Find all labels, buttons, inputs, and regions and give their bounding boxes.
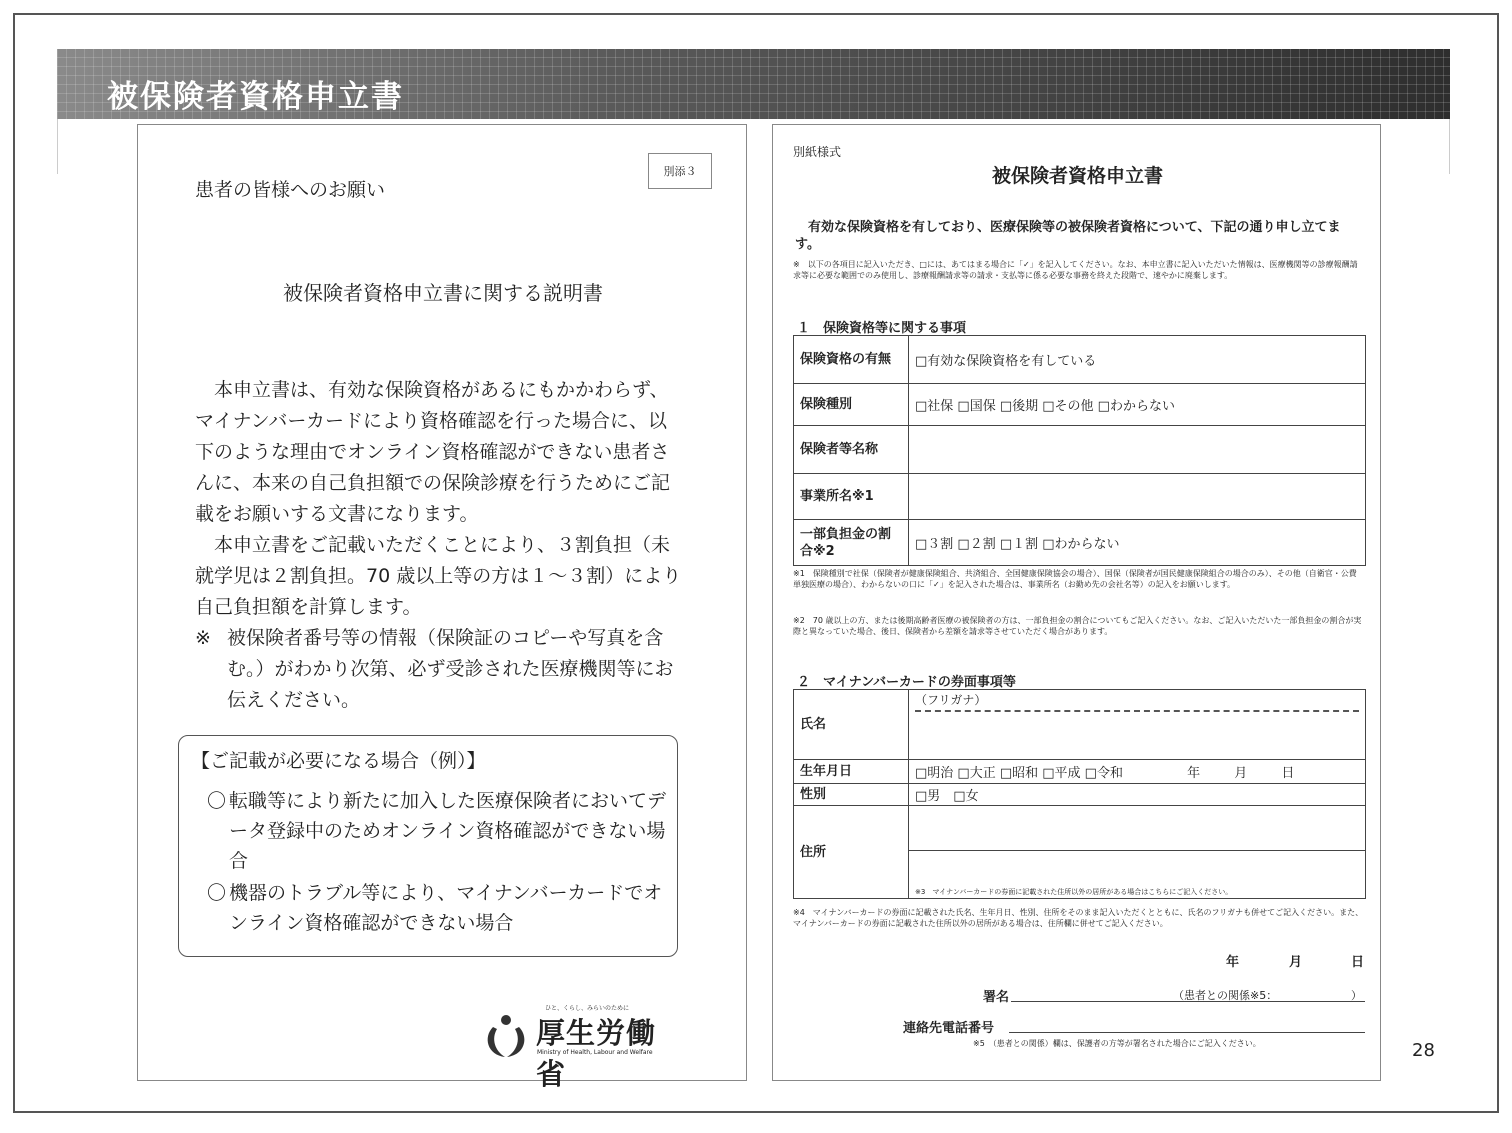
relation-close: ） [1351, 989, 1362, 1002]
signature-label: 署名 [983, 990, 1010, 1005]
case-item [207, 878, 677, 938]
insurance-type-options[interactable]: □社保 □国保 □後期 □その他 □わからない [909, 384, 1366, 426]
note-4: ※4 マイナンバーカードの券面に記載された氏名、生年月日、性別、住所をそのまま記入いただくとともに、氏名のフリガナも併せてご記入ください。また、マイナンバーカードの券面に記載された住所以外の居所がある場合は、住所欄に併せてご記入ください。 [793, 908, 1364, 928]
insurance-status-label: 保険資格の有無 [794, 336, 909, 384]
page-number: 28 [1412, 1040, 1435, 1061]
ministry-emblem-icon [481, 1011, 531, 1061]
application-form-page [772, 124, 1381, 1081]
sign-day: 日 [1351, 955, 1365, 970]
note-text: 被保険者番号等の情報（保険証のコピーや写真を含む。）がわかり次第、必ず受診された医療機関等にお伝えください。 [227, 627, 674, 711]
relation-label: （患者との関係※5： [1173, 989, 1278, 1002]
bullet-icon: 〇 [207, 790, 227, 812]
furigana-label: （フリガナ） [915, 693, 987, 707]
insurer-name-field[interactable] [909, 426, 1366, 474]
paragraph-2: 本申立書をご記載いただくことにより、３割負担（未就学児は２割負担。70 歳以上等の方は１～３割）により自己負担額を計算します。 [195, 534, 682, 618]
sign-year: 年 [1226, 955, 1240, 970]
copay-ratio-label: 一部負担金の割合※2 [794, 520, 909, 566]
mynumber-table [793, 689, 1366, 899]
explanation-page [137, 124, 747, 1091]
name-label: 氏名 [794, 690, 909, 760]
note-mark: ※ [195, 627, 211, 649]
note [195, 623, 685, 716]
dob-year: 年 [1187, 766, 1201, 781]
copay-ratio-options[interactable]: □３割 □２割 □１割 □わからない [909, 520, 1366, 566]
section-2-heading: ２ マイナンバーカードの券面事項等 [797, 675, 1016, 690]
sex-options[interactable]: □男 □女 [909, 784, 1366, 806]
workplace-label: 事業所名※1 [794, 474, 909, 520]
logo-tagline: ひと、くらし、みらいのために [545, 1005, 630, 1012]
ministry-logo [481, 1003, 681, 1091]
section-1-heading: １ 保険資格等に関する事項 [797, 321, 967, 336]
dob-field[interactable] [909, 760, 1366, 784]
address-note: ※3 マイナンバーカードの券面に記載された住所以外の居所がある場合はこちらにご記入ください。 [915, 888, 1233, 896]
insurance-type-label: 保険種別 [794, 384, 909, 426]
insurance-table [793, 335, 1366, 566]
case-text: 転職等により新たに加入した医療保険者においてデータ登録中のためオンライン資格確認ができない場合 [229, 790, 667, 872]
insurance-status-checkbox[interactable]: □有効な保険資格を有している [909, 336, 1366, 384]
note-5: ※5 （患者との関係）欄は、保護者の方等が署名された場合にご記入ください。 [973, 1039, 1261, 1048]
sign-month: 月 [1289, 955, 1303, 970]
furigana-divider [915, 710, 1359, 712]
form-title: 被保険者資格申立書 [991, 165, 1163, 187]
case-box [178, 735, 678, 957]
phone-label: 連絡先電話番号 [903, 1021, 995, 1036]
dob-day: 日 [1281, 766, 1295, 781]
insurer-name-label: 保険者等名称 [794, 426, 909, 474]
workplace-field[interactable] [909, 474, 1366, 520]
title-banner [57, 49, 1450, 119]
sex-label: 性別 [794, 784, 909, 806]
form-label: 別紙様式 [793, 145, 842, 159]
address-field[interactable] [909, 806, 1366, 899]
case-box-title: 【ご記載が必要になる場合（例）】 [191, 750, 486, 772]
banner-divider-left [57, 119, 58, 174]
paragraph-1: 本申立書は、有効な保険資格があるにもかかわらず、マイナンバーカードにより資格確認を行った場合に、以下のような理由でオンライン資格確認ができない患者さんに、本来の自己負担額での保険診療を行うためにご記載をお願いする文書になります。 [195, 379, 671, 525]
phone-line[interactable] [1009, 1032, 1365, 1033]
intro-note: ※ 以下の各項目に記入いただき、□には、あてはまる場合に「✓」を記入してください。なお、本申立書に記入いただいた情報は、医療機関等の診療報酬請求等に必要な範囲でのみ使用し、診療報酬請求等の請求・支払等に係る必要な事務を終えた段階で、速やかに廃棄します。 [793, 260, 1358, 280]
slide-title: 被保険者資格申立書 [107, 79, 404, 115]
explanation-body [195, 375, 685, 716]
address-label: 住所 [794, 806, 909, 899]
attachment-label: 別添３ [648, 153, 712, 189]
banner-divider-right [1449, 119, 1450, 174]
logo-english: Ministry of Health, Labour and Welfare [537, 1049, 653, 1056]
name-field[interactable] [909, 690, 1366, 760]
case-text: 機器のトラブル等により、マイナンバーカードでオンライン資格確認ができない場合 [229, 882, 663, 934]
bullet-icon: 〇 [207, 882, 227, 904]
case-item [207, 786, 677, 876]
note-2: ※2 70 歳以上の方、または後期高齢者医療の被保険者の方は、一部負担金の割合についてもご記入ください。なお、ご記入いただいた一部負担金の割合が実際と異なっていた場合、後日、保険者から差額を請求等させていただく場合があります。 [793, 616, 1362, 636]
explanation-title: 被保険者資格申立書に関する説明書 [283, 281, 603, 305]
era-options[interactable]: □明治 □大正 □昭和 □平成 □令和 [915, 766, 1123, 781]
dob-label: 生年月日 [794, 760, 909, 784]
address-line [909, 806, 1365, 851]
logo-name: 厚生労働省 [536, 1016, 657, 1091]
form-intro: 有効な保険資格を有しており、医療保険等の被保険者資格について、下記の通り申し立てます。 [795, 220, 1341, 252]
note-1: ※1 保険種別で社保（保険者が健康保険組合、共済組合、全国健康保険協会の場合）、国保（保険者が国民健康保険組合の場合のみ）、その他（自衛官・公費単独医療の場合）、わからないの口に「✓」を記入された場合は、事業所名（お勤め先の会社名等）の記入をお願いします。 [793, 569, 1357, 589]
dob-month: 月 [1234, 766, 1248, 781]
greeting: 患者の皆様へのお願い [195, 179, 386, 201]
